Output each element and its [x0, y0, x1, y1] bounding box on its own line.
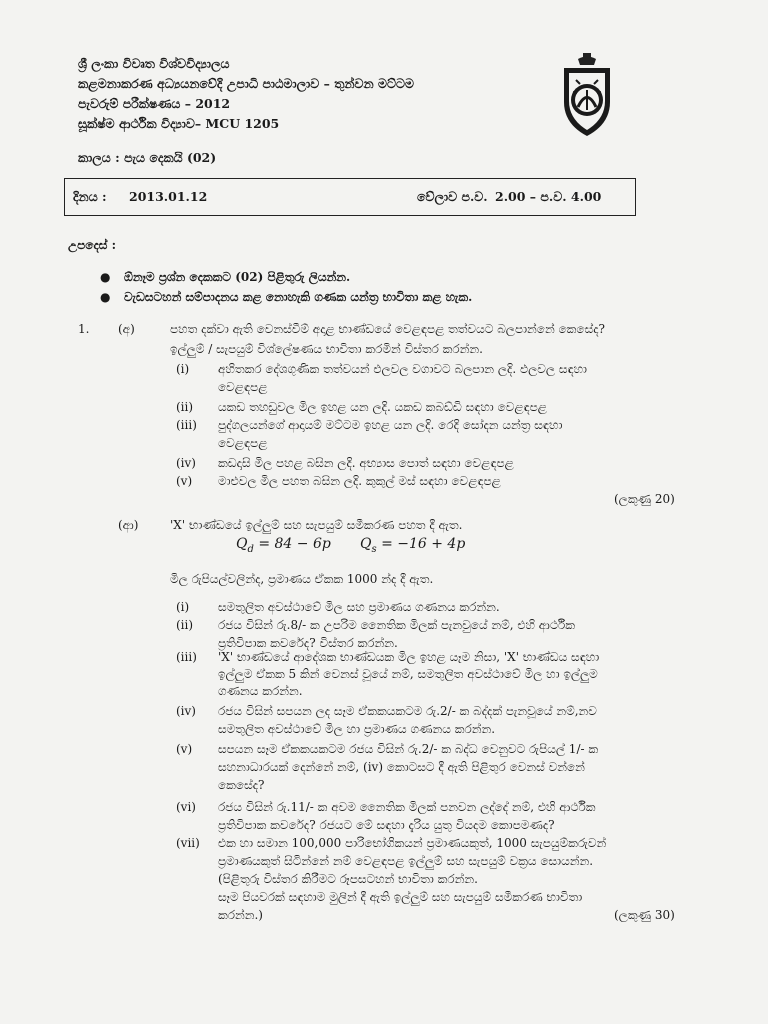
date-time-box [64, 178, 636, 216]
course-title: සූක්ෂ්ම ආර්ථික විද්‍යාව– MCU 1205 [78, 116, 280, 131]
time-label: වේලාව ප.ව. [417, 189, 488, 204]
question-number: 1. [78, 322, 90, 336]
instructions-title: උපදෙස් : [68, 238, 117, 252]
item-number: (iii) [176, 650, 197, 664]
item-number: (iv) [176, 456, 196, 470]
item-text: ගණනය කරන්න. [218, 684, 303, 698]
part-a-text: පහත දක්වා ඇති වෙනස්වීම් අදාළ භාණ්ඩයේ වෙළඳපළ තත්වයට බලපාන්නේ කෙසේද? [170, 322, 605, 336]
part-b-text: 'X' භාණ්ඩයේ ඉල්ලුම් සහ සැපයුම් සමීකරණ පහත දී ඇත. [170, 518, 463, 532]
item-number: (ii) [176, 400, 194, 414]
item-number: (iii) [176, 418, 197, 432]
item-text: ඉල්ලුම ඒකක 5 කින් වෙනස් වූයේ නම්, සමතුලිත අවස්ථාවේ මිල හා ඉල්ලුම [218, 667, 598, 681]
item-text: (පිළිතුරු විස්තර කිරීමට රූපසටහන් භාවිතා කරන්න. [218, 872, 478, 886]
item-text: සපයන සෑම ඒකකයකටම රජය විසින් රු.2/- ක බද්ධ වෙනුවට රුපියල් 1/- ක [218, 742, 599, 756]
item-text: කඩදාසි මිල පහළ බසින ලදි. අභ්‍යාස පොත් සඳහා වෙළඳපළ [218, 456, 514, 470]
marks-label: (ලකුණු 20) [614, 492, 675, 506]
item-text: සෑම පියවරක් සඳහාම මුලින් දී ඇති ඉල්ලුම් සහ සැපයුම් සමීකරණ භාවිතා [218, 890, 583, 904]
item-text: වෙළඳපළ [218, 380, 268, 394]
item-text: සමතුලිත අවස්ථාවේ මිල හා ප්‍රමාණය ගණනය කරන්න. [218, 722, 496, 736]
item-text: 'X' භාණ්ඩයේ ආදේශක භාණ්ඩයක මිල ඉහළ යෑම නිසා, 'X' භාණ්ඩය සඳහා [218, 650, 600, 664]
programme-name: කළමනාකරණ අධ්‍යයනවේදි උපාධි පාඨමාලාව – තුන්වන මට්ටම [78, 76, 414, 91]
item-text: සහනාධාරයක් දෙන්නේ නම්, (iv) කොටසට දී ඇති පිළිතුර වෙනස් වන්නේ [218, 760, 585, 774]
bullet-icon: ● [100, 270, 111, 284]
item-text: යකඩ තහඩුවල මිල ඉහළ යන ලදි. යකඩ කබඩ්ඩි සඳහා වෙළඳපළ [218, 400, 547, 414]
item-number: (v) [176, 474, 193, 488]
item-text: රජය විසින් රු.8/- ක උපරිම නෛතික මිලක් පැනවුයේ නම්, එහි ආර්ථික [218, 618, 575, 632]
item-number: (ii) [176, 618, 194, 632]
item-text: කෙසේද? [218, 778, 265, 792]
exam-duration: කාලය : පැය දෙකයි (02) [78, 150, 217, 165]
item-number: (vi) [176, 800, 196, 814]
item-number: (v) [176, 742, 193, 756]
marks-label: (ලකුණු 30) [614, 908, 675, 922]
item-text: ප්‍රතිවිපාක කවරේද? විස්තර කරන්න. [218, 636, 398, 650]
part-a-label: (අ) [118, 322, 135, 336]
item-number: (vii) [176, 836, 200, 850]
university-crest-icon [556, 52, 618, 140]
time-value: 2.00 – ප.ව. 4.00 [495, 189, 602, 204]
item-number: (i) [176, 362, 190, 376]
instruction-item: ඕනෑම ප්‍රශ්න දෙකකට (02) පිළිතුරු ලියන්න. [124, 270, 351, 284]
item-text: මාළුවල මිල පහත බසින ලදි. කුකුල් මස් සඳහා වෙළඳපළ [218, 474, 501, 488]
item-text: රජය විසින් සපයන ලද සෑම ඒකකයකටම රු.2/- ක බද්දක් පැනවූයේ නම්,නව [218, 704, 597, 718]
item-number: (iv) [176, 704, 196, 718]
date-label: දිනය : [73, 189, 107, 204]
item-text: අහිතකර දේශගුණික තත්වයන් ඵලවල වගාවට බලපාන ලදි. ඵලවල සඳහා [218, 362, 587, 376]
date-value: 2013.01.12 [129, 189, 208, 204]
item-text: රජය විසින් රු.11/- ක අවම නෛතික මිලක් පනවන ලද්දේ නම්, එහි ආර්ථික [218, 800, 596, 814]
supply-equation: $Q_s = -16 + 4p$ [360, 536, 466, 555]
item-text: පුද්ගලයන්ගේ ආදායම් මට්ටම ඉහළ යන ලදි. රෙදි සෝදන යන්ත්‍ර සඳහා [218, 418, 563, 432]
university-name: ශ්‍රී ලංකා විවෘත විශ්වවිද්‍යාලය [78, 56, 230, 71]
item-text: වෙළඳපළ [218, 436, 268, 450]
part-b-text: මිල රුපියල්වලින්ද, ප්‍රමාණය ඒකක 1000 න්ද දී ඇත. [170, 572, 434, 586]
part-b-label: (ආ) [118, 518, 139, 532]
item-text: සමතුලිත අවස්ථාවේ මිල සහ ප්‍රමාණය ගණනය කරන්න. [218, 600, 500, 614]
item-text: ප්‍රමාණයකුත් සිටින්නේ නම් වෙළඳපළ ඉල්ලුම් සහ සැපයුම් වක්‍රය සොයන්න. [218, 854, 594, 868]
item-text: ප්‍රතිවිපාක කවරේද? රජයට මේ සඳහා දැරිය යුතු වියදම කොපමණද? [218, 818, 555, 832]
item-text: කරන්න.) [218, 908, 263, 922]
item-text: එක හා සමාන 100,000 පාරිභෝගිකයන් ප්‍රමාණයකුත්, 1000 සැපයුම්කරුවන් [218, 836, 607, 850]
instruction-item: වැඩසටහන් සම්පාදනය කළ නොහැකි ගණක යන්ත්‍ර භාවිතා කළ හැක. [124, 290, 473, 304]
item-number: (i) [176, 600, 190, 614]
part-a-text: ඉල්ලුම් / සැපයුම් විශ්ලේෂණය භාවිතා කරමින් විස්තර කරන්න. [170, 342, 483, 356]
demand-equation: $Q_d = 84 - 6p$ [236, 536, 331, 555]
bullet-icon: ● [100, 290, 111, 304]
exam-type: පැවරුම් පරීක්ෂණය – 2012 [78, 96, 231, 111]
